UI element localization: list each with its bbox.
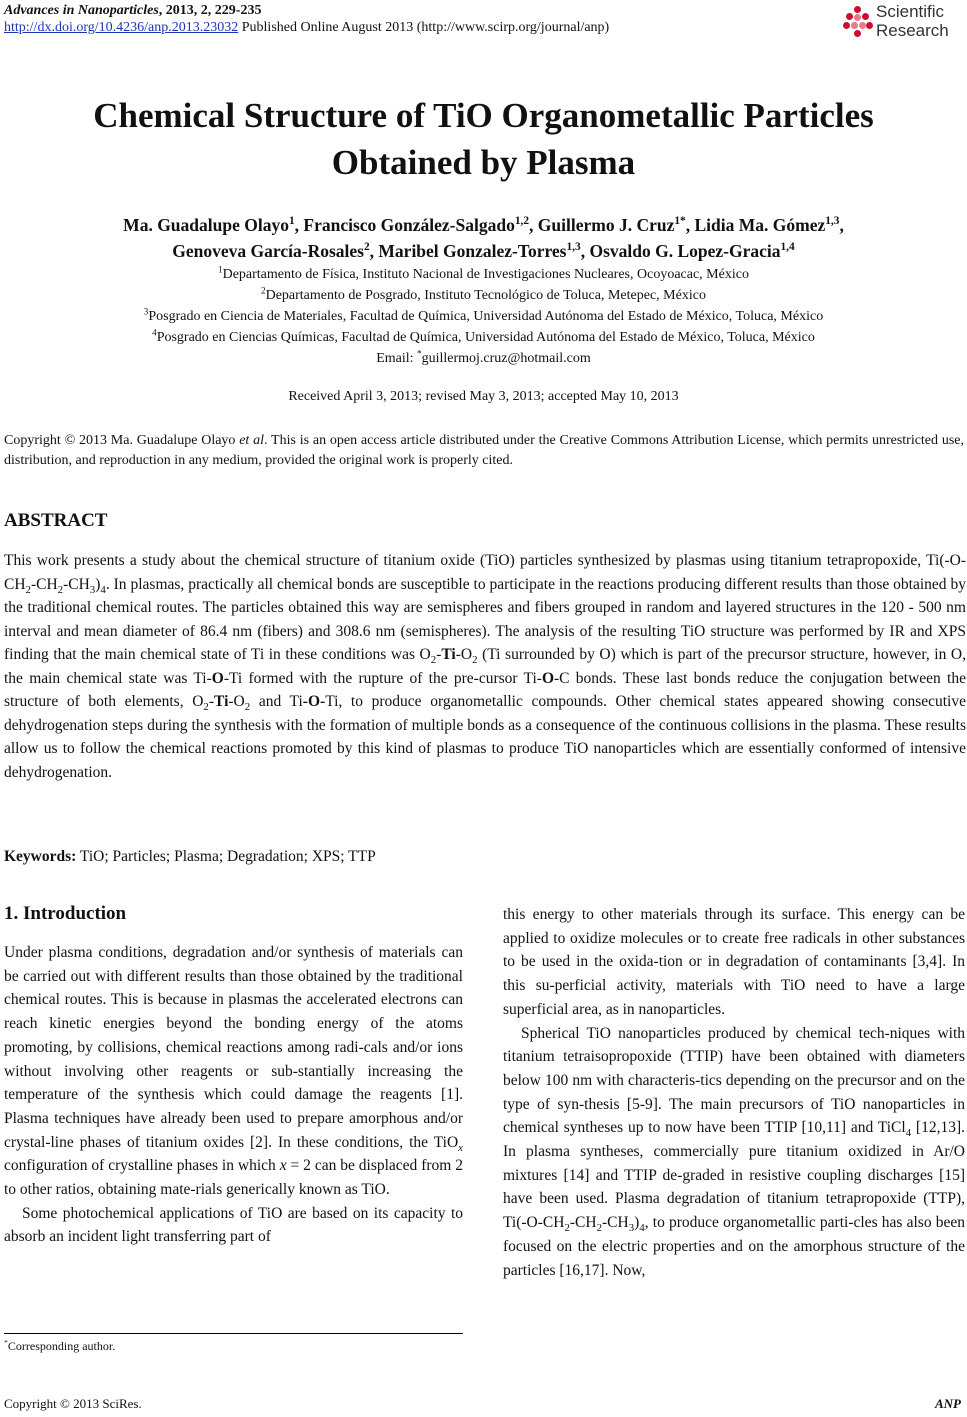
- section-heading-introduction: 1. Introduction: [4, 903, 127, 924]
- footer-copyright: Copyright © 2013 SciRes.: [4, 1396, 142, 1411]
- affiliation-1: $^1$Departamento de Física, Instituto Nacional de Investigaciones Nucleares, Ocoyoacac, México: [218, 264, 749, 282]
- journal-header: [4, 2, 609, 36]
- authors: [0, 212, 967, 264]
- intro-right-column: [503, 903, 965, 1282]
- affiliations: [0, 264, 967, 369]
- intro-paragraph-1: Under plasma conditions, degradation and/or synthesis of materials can be carried out with different results than those obtained by the traditional chemical routes. This is because in plasmas the accelerated electrons can reach kinetic energies beyond the bonding energy of the atoms promoting, by collisions, chemical reactions among radi-cals and/or ions without involving other reagents or sub-stantially increasing the temperature of the synthesis which could damage the reagents [1]. Plasma techniques have already been used to prepare amorphous and/or crystal-line phases of titanium oxides [2]. In these conditions, the TiO$_x$ configuration of crystalline phases in which x = 2 can be displaced from 2 to other ratios, obtaining mate-rials generically known as TiO.: [4, 944, 464, 1199]
- affiliation-2: $^2$Departamento de Posgrado, Instituto Tecnológico de Toluca, Metepec, México: [261, 285, 706, 303]
- email-address[interactable]: guillermoj.cruz@hotmail.com: [421, 351, 591, 366]
- abstract-text: This work presents a study about the chemical structure of titanium oxide (TiO) particles synthesized by plasmas using titanium tetrapropoxide, $Ti(-O-CH_2-CH_2-CH_3)_4$. In plasmas, practically all chemical bonds are susceptible to participate in the reactions producing different results than those obtained by the traditional chemical routes. The particles obtained this way are semispheres and fibers grouped in random and layered structures in the 120 - 500 nm interval and mean diameter of 86.4 nm (fibers) and 308.6 nm (semispheres). The analysis of the resulting TiO structure was performed by IR and XPS finding that the main chemical state of Ti in these conditions was $O_2-Ti-O_2$ (Ti surrounded by O) which is part of the precursor structure, however, in O, the main chemical state was Ti-O-Ti formed with the rupture of the pre-cursor Ti-O-C bonds. These last bonds reduce the conjugation between the structure of both elements, $O_2-Ti-O_2$ and Ti-O-Ti, to produce organometallic compounds. Other chemical states appeared showing consecutive dehydrogenation steps during the synthesis with the formation of multiple bonds as a consequence of the continuous collisions in the plasma. These results allow us to follow the chemical reactions promoted by this kind of plasmas to produce TiO nanoparticles which are essentially conformed of intensive dehydrogenation.: [4, 552, 966, 781]
- intro-paragraph-2-cont: this energy to other materials through its surface. This energy can be applied to oxidize molecules or to create free radicals in other substances to be used in the oxida-tion or in degradation of contaminants [3,4]. In this su-perficial activity, materials with TiO need to have a large superficial area, as in nanoparticles.: [503, 906, 965, 1018]
- footer-journal-abbrev: ANP: [935, 1396, 961, 1411]
- logo-mark-icon: [843, 6, 873, 36]
- paper-title: [0, 92, 967, 186]
- title-line-1: Chemical Structure of TiO Organometallic Particles: [93, 96, 874, 135]
- footnote: *Corresponding author.: [4, 1338, 116, 1353]
- keywords: [4, 848, 376, 866]
- affiliation-3: $^3$Posgrado en Ciencia de Materiales, Facultad de Química, Universidad Autónoma del Estado de México, Toluca, México: [143, 306, 824, 324]
- affiliation-4: $^4$Posgrado en Ciencias Químicas, Facultad de Química, Universidad Autónoma del Estado de México, Toluca, México: [152, 327, 815, 345]
- logo-word-scientific: Scientific: [876, 2, 945, 21]
- logo-word-research: Research: [876, 21, 949, 40]
- keywords-label: Keywords:: [4, 848, 77, 865]
- abstract-heading: ABSTRACT: [4, 510, 108, 531]
- journal-title: Advances in Nanoparticles: [4, 3, 159, 18]
- doi-link[interactable]: http://dx.doi.org/10.4236/anp.2013.23032: [4, 20, 239, 35]
- publisher-logo: [843, 2, 961, 42]
- copyright-notice: Copyright © 2013 Ma. Guadalupe Olayo et al. This is an open access article distributed under the Creative Commons Attribution License, which permits unrestricted use, distribution, and reproduction in any medium, provided the original work is properly cited.: [4, 433, 964, 468]
- footnote-divider: [4, 1333, 463, 1334]
- keywords-list: TiO; Particles; Plasma; Degradation; XPS; TTP: [76, 848, 376, 865]
- intro-paragraph-3: Spherical TiO nanoparticles produced by chemical tech-niques with titanium tetraisopropoxide (TTIP) have been obtained with diameters below 100 nm with characteris-tics depending on the precursor and on the type of syn-thesis [5-9]. The main precursors of TiO nanoparticles in chemical syntheses up to now have been TTIP [10,11] and TiCl$_4$ [12,13]. In plasma syntheses, commercially pure titanium oxidized in Ar/O mixtures [14] and TTIP de-graded in resistive coupling discharges [15] have been used. Plasma degradation of titanium tetrapropoxide (TTP), $Ti(-O-CH_2-CH_2-CH_3)_4$, to produce organometallic parti-cles has also been focused on the electric properties and on the amorphous structure of the particles [16,17]. Now,: [503, 1024, 966, 1279]
- intro-left-column: [4, 941, 463, 1249]
- published-note: Published Online August 2013 (http://www.scirp.org/journal/anp): [238, 20, 610, 35]
- authors-line-1: Ma. Guadalupe Olayo$^1$, Francisco González-Salgado$^{1,2}$, Guillermo J. Cruz$^{1*}$, Lidia Ma. Gómez$^{1,3}$,: [123, 215, 844, 235]
- received-dates: Received April 3, 2013; revised May 3, 2013; accepted May 10, 2013: [288, 389, 679, 404]
- journal-volume: , 2013, 2, 229-235: [158, 3, 262, 18]
- email-line: Email: *guillermoj.cruz@hotmail.com: [376, 348, 591, 366]
- title-line-2: Obtained by Plasma: [331, 143, 636, 182]
- intro-paragraph-2: Some photochemical applications of TiO are based on its capacity to absorb an incident light transferring part of: [4, 1204, 463, 1246]
- authors-line-2: Genoveva García-Rosales$^2$, Maribel Gonzalez-Torres$^{1,3}$, Osvaldo G. Lopez-Gracia$^{1,4}$: [172, 241, 795, 261]
